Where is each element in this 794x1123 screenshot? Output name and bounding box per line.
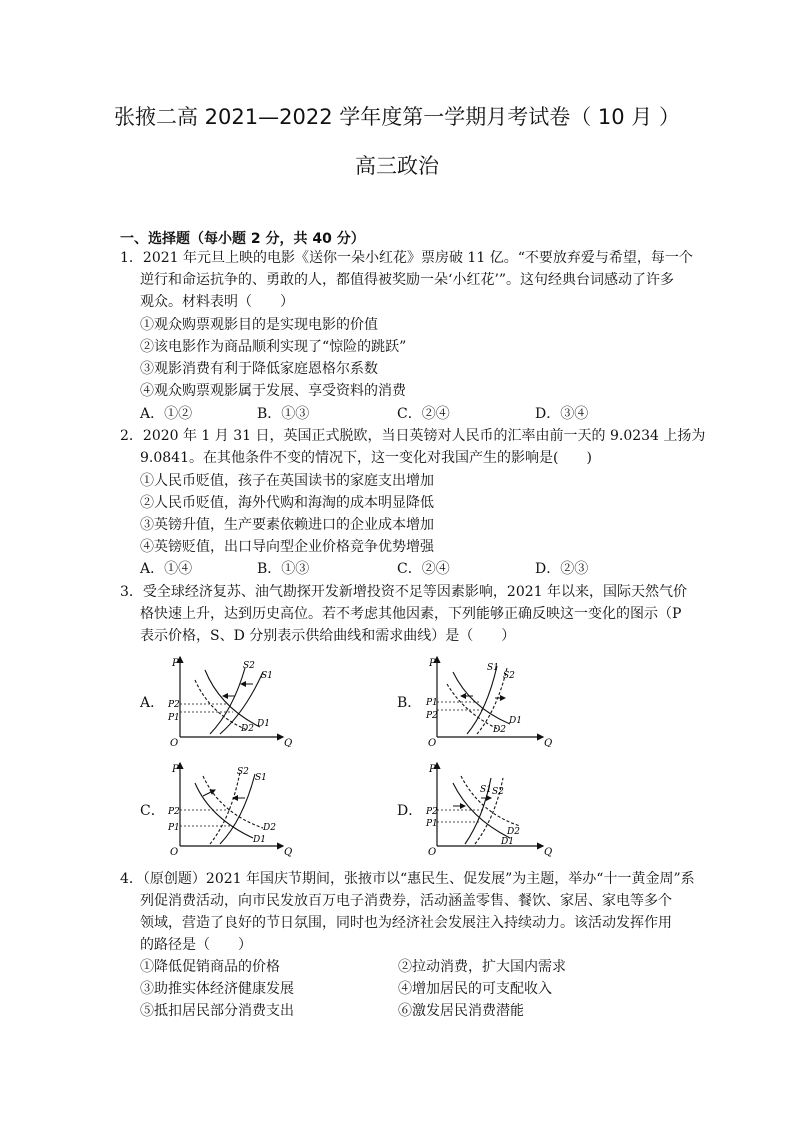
p2-label: P2: [426, 711, 438, 721]
d2-label: D2: [263, 823, 276, 833]
d1-label: D1: [501, 837, 514, 847]
q-axis-label: Q: [544, 738, 553, 747]
q-axis-label: Q: [284, 738, 293, 747]
d2-label: D2: [241, 724, 254, 734]
supply-curve-s2: [210, 772, 240, 844]
demand-curve-d1: [205, 670, 260, 727]
q2-choice-b[interactable]: B．①③: [257, 561, 310, 577]
q1-choice-d[interactable]: D．③④: [535, 406, 589, 422]
p1-label: P1: [426, 819, 438, 829]
d1-label: D1: [253, 835, 266, 845]
q3-choice-b[interactable]: B．: [397, 695, 422, 711]
q1-stem-line-2: 逆行和命运抗争的、勇敢的人，都值得被奖励一朵‘小红花’”。这句经典台词感动了许多: [140, 272, 675, 288]
p1-label: P1: [168, 823, 180, 833]
q1-stem-line-3: 观众。材料表明（ ）: [140, 294, 294, 310]
p2-label: P2: [168, 807, 180, 817]
q-axis-label: Q: [544, 847, 553, 858]
q2-choice-a[interactable]: A．①④: [140, 561, 193, 577]
q4-stem-line-3: 领域，营造了良好的节日氛围，同时也为经济社会发展注入持续动力。该活动发挥作用: [140, 915, 672, 931]
q1-item-4: ④观众购票观影属于发展、享受资料的消费: [140, 383, 406, 399]
q1-stem-line-1: 1．2021 年元旦上映的电影《送你一朵小红花》票房破 11 亿。“不要放弃爱与希望，每一个: [120, 250, 693, 266]
p1-label: P1: [426, 698, 438, 708]
q2-choice-c[interactable]: C．②④: [397, 561, 450, 577]
demand-curve-d2: [203, 776, 263, 828]
shift-arrow: [203, 790, 215, 796]
demand-curve-d2: [447, 684, 500, 730]
q4-stem-line-1: 4．（原创题）2021 年国庆节期间，张掖市以“惠民生、促发展”为主题，举办“十一黄金周”系: [120, 871, 695, 887]
s1-label: S1: [255, 773, 267, 783]
q4-item-6: ⑥激发居民消费潜能: [398, 1003, 524, 1019]
s1-label: S1: [261, 671, 273, 681]
s2-label: S2: [243, 661, 255, 671]
s2-label: S2: [503, 671, 515, 681]
q4-item-3: ③助推实体经济健康发展: [140, 981, 294, 997]
d2-label: D2: [507, 827, 520, 837]
q1-choice-a[interactable]: A．①②: [140, 406, 193, 422]
q4-item-2: ②拉动消费，扩大国内需求: [398, 959, 566, 975]
q1-choice-b[interactable]: B．①③: [257, 406, 310, 422]
origin-label: O: [170, 738, 179, 747]
q2-stem-line-1: 2．2020 年 1 月 31 日，英国正式脱欧，当日英镑对人民币的汇率由前一天的 9.0234 上扬为: [120, 428, 706, 444]
q2-item-1: ①人民币贬值，孩子在英国读书的家庭支出增加: [140, 473, 434, 489]
q2-item-2: ②人民币贬值，海外代购和海淘的成本明显降低: [140, 495, 434, 511]
demand-curve-d1: [195, 783, 253, 838]
d2-label: D2: [493, 725, 506, 735]
q4-item-1: ①降低促销商品的价格: [140, 959, 280, 975]
exam-subject: 高三政治: [355, 154, 439, 178]
exam-title: 张掖二高 2021—2022 学年度第一学期月考试卷（ 10 月 ）: [114, 105, 680, 129]
q3-choice-a[interactable]: A．: [140, 695, 165, 711]
q1-item-1: ①观众购票观影目的是实现电影的价值: [140, 317, 378, 333]
q3-stem-line-3: 表示价格，S、D 分别表示供给曲线和需求曲线）是（ ）: [140, 628, 516, 644]
q1-item-3: ③观影消费有利于降低家庭恩格尔系数: [140, 361, 378, 377]
q2-choice-d[interactable]: D．②③: [535, 561, 589, 577]
p2-label: P2: [426, 807, 438, 817]
supply-curve-s1: [467, 666, 497, 734]
s2-label: S2: [492, 787, 504, 797]
p-axis-label: P: [172, 658, 179, 669]
q4-stem-line-4: 的路径是（ ）: [140, 937, 252, 953]
origin-label: O: [428, 738, 437, 747]
d1-label: D1: [257, 719, 270, 729]
origin-label: O: [170, 847, 179, 858]
p-axis-label: P: [429, 658, 436, 669]
section-heading: 一、选择题（每小题 2 分，共 40 分）: [120, 231, 365, 247]
demand-curve-d2: [195, 680, 247, 730]
s2-label: S2: [237, 767, 249, 777]
p-axis-label: P: [429, 764, 436, 775]
d1-label: D1: [509, 716, 522, 726]
q4-item-5: ⑤抵扣居民部分消费支出: [140, 1003, 294, 1019]
q4-item-4: ④增加居民的可支配收入: [398, 981, 552, 997]
q3-choice-c[interactable]: C．: [140, 803, 165, 819]
q3-graph-d: [425, 758, 555, 858]
p-axis-label: P: [172, 764, 179, 775]
p2-label: P2: [168, 700, 180, 710]
q3-graph-b: [425, 652, 555, 747]
q2-item-3: ③英镑升值，生产要素依赖进口的企业成本增加: [140, 517, 434, 533]
q3-choice-d[interactable]: D．: [397, 803, 423, 819]
demand-curve-d2: [461, 776, 520, 826]
supply-curve-s2: [210, 668, 245, 734]
s1-label: S1: [487, 663, 499, 673]
origin-label: O: [428, 847, 437, 858]
q1-item-2: ②该电影作为商品顺利实现了“惊险的跳跃”: [140, 339, 407, 355]
q4-stem-line-2: 列促消费活动，向市民发放百万电子消费券，活动涵盖零售、餐饮、家居、家电等多个: [140, 893, 672, 909]
q2-item-4: ④英镑贬值，出口导向型企业价格竞争优势增强: [140, 539, 434, 555]
q2-stem-line-2: 9.0841。在其他条件不变的情况下，这一变化对我国产生的影响是( ): [140, 450, 592, 466]
q3-stem-line-1: 3．受全球经济复苏、油气勘探开发新增投资不足等因素影响，2021 年以来，国际天然气价: [120, 584, 687, 600]
q-axis-label: Q: [284, 847, 293, 858]
q3-graph-a: [165, 652, 295, 747]
p1-label: P1: [168, 713, 180, 723]
q1-choice-c[interactable]: C．②④: [397, 406, 450, 422]
s1-label: S1: [480, 785, 492, 795]
q3-stem-line-2: 格快速上升，达到历史高位。若不考虑其他因素，下列能够正确反映这一变化的图示（P: [140, 606, 682, 622]
q3-graph-c: [165, 758, 295, 858]
